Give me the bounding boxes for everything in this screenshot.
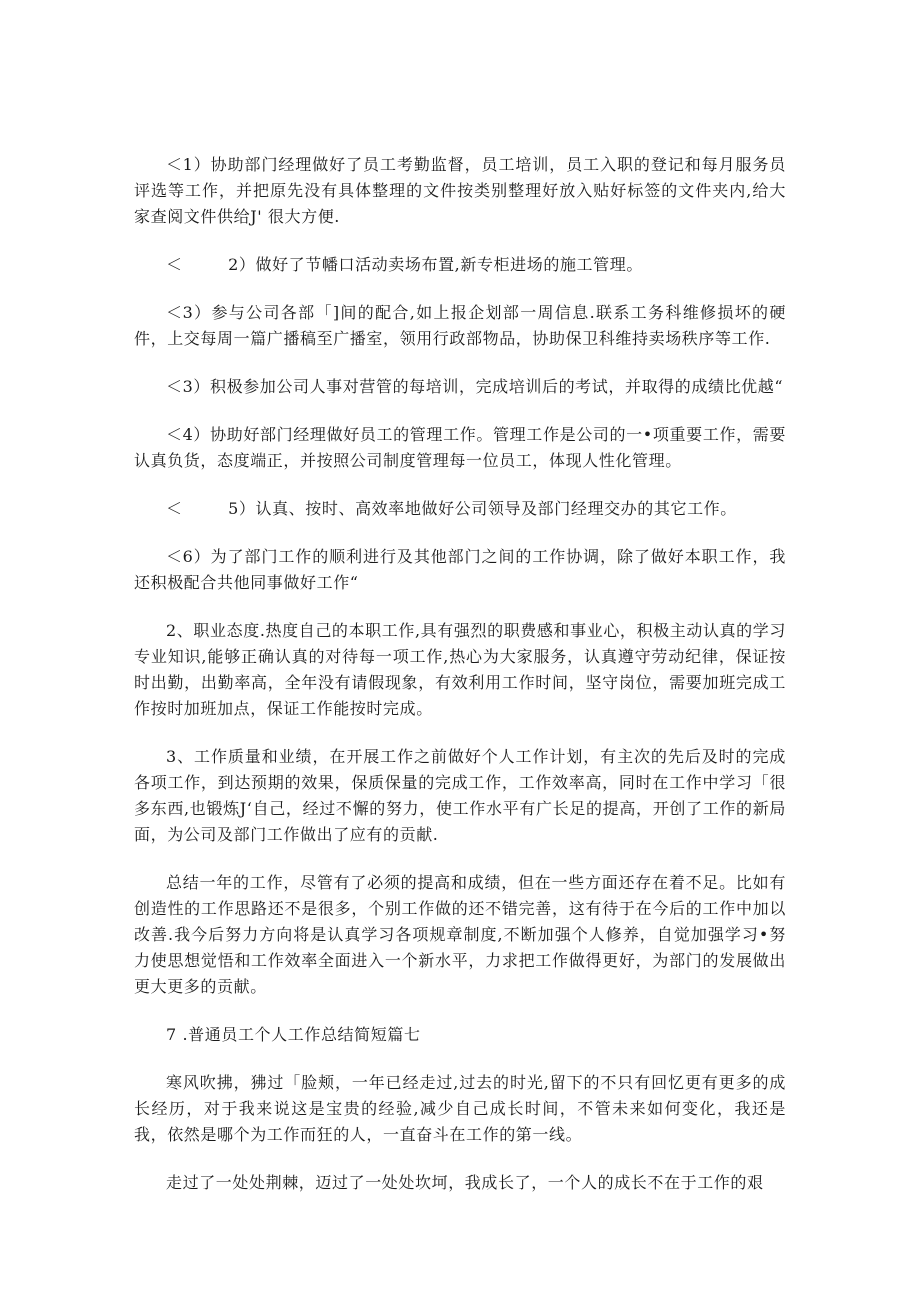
paragraph-item-7: ＜6）为了部门工作的顺利进行及其他部门之间的工作协调，除了做好本职工作，我还积极配合共他同事做好工作“: [134, 547, 786, 592]
section-heading: 7 .普通员工个人工作总结简短篇七: [166, 1025, 421, 1044]
paragraph-cold-wind: 寒风吹拂，狒过「脸颊，一年已经走过,过去的时光,留下的不只有回忆更有更多的成长经历，对于我来说这是宝贵的经验,减少自己成长时间，不管未来如何变化，我还是我，依然是哪个为工作而狂的人，一直奋斗在工作的第一线。: [134, 1073, 786, 1144]
paragraph-growth: 走过了一处处荆棘，迈过了一处处坎坷，我成长了，一个人的成长不在于工作的艰: [166, 1173, 764, 1192]
paragraph-summary: 总结一年的工作，尽管有了必须的提高和成绩，但在一些方面还存在着不足。比如有创造性的工作思路还不是很多，个别工作做的还不错完善，这有待于在今后的工作中加以改善.我今后努力方向将是认真学习各项规章制度,不断加强个人修养，自觉加强学习•努力使思想觉悟和工作效率全面进入一个新水平，力求把工作做得更好，为部门的发展做出更大更多的贡献。: [134, 873, 786, 996]
paragraph-item-3: ＜3）参与公司各部「]间的配合,如上报企划部一周信息.联系工务科维修损坏的硬件，上交每周一篇广播稿至广播室，领用行政部物品，协助保卫科维持卖场秩序等工作.: [134, 303, 786, 348]
paragraph-job-attitude: 2、职业态度.热度自己的本职工作,具有强烈的职费感和事业心，积极主动认真的学习专业知识,能够正确认真的对待每一项工作,热心为大家服务，认真遵守劳动纪律，保证按时出勤，出勤率高，全年没有请假现象，有效利用工作时间，坚守岗位，需要加班完成工作按时加班加点，保证工作能按时完成。: [134, 621, 786, 718]
paragraph-item-4: ＜3）积极参加公司人事对营管的每培训，完成培训后的考试，并取得的成绩比优越“: [166, 377, 784, 396]
paragraph-work-quality: 3、工作质量和业绩，在开展工作之前做好个人工作计划，有主次的先后及时的完成各项工作，到达预期的效果，保质保量的完成工作，工作效率高，同时在工作中学习「很多东西,也锻炼J‘自己，经过不懈的努力，使工作水平有广长足的提高，开创了工作的新局面，为公司及部门工作做出了应有的贡献.: [134, 747, 786, 844]
paragraph-item-1: ＜1）协助部门经理做好了员工考勤监督，员工培训，员工入职的登记和每月服务员评选等工作，并把原先没有具体整理的文件按类别整理好放入贴好标签的文件夹内,给大家查阅文件供给J' 很大方便.: [134, 155, 786, 226]
document-page: [134, 152, 786, 1218]
paragraph-item-6: ＜ 5）认真、按时、高效率地做好公司领导及部门经理交办的其它工作。: [166, 499, 737, 518]
paragraph-item-5: ＜4）协助好部门经理做好员工的管理工作。管理工作是公司的一•项重要工作，需要认真负货，态度端正，并按照公司制度管理每一位员工，体现人性化管理。: [134, 425, 786, 470]
paragraph-item-2: ＜ 2）做好了节幡口活动卖场布置,新专柜进场的施工管理。: [166, 255, 643, 274]
